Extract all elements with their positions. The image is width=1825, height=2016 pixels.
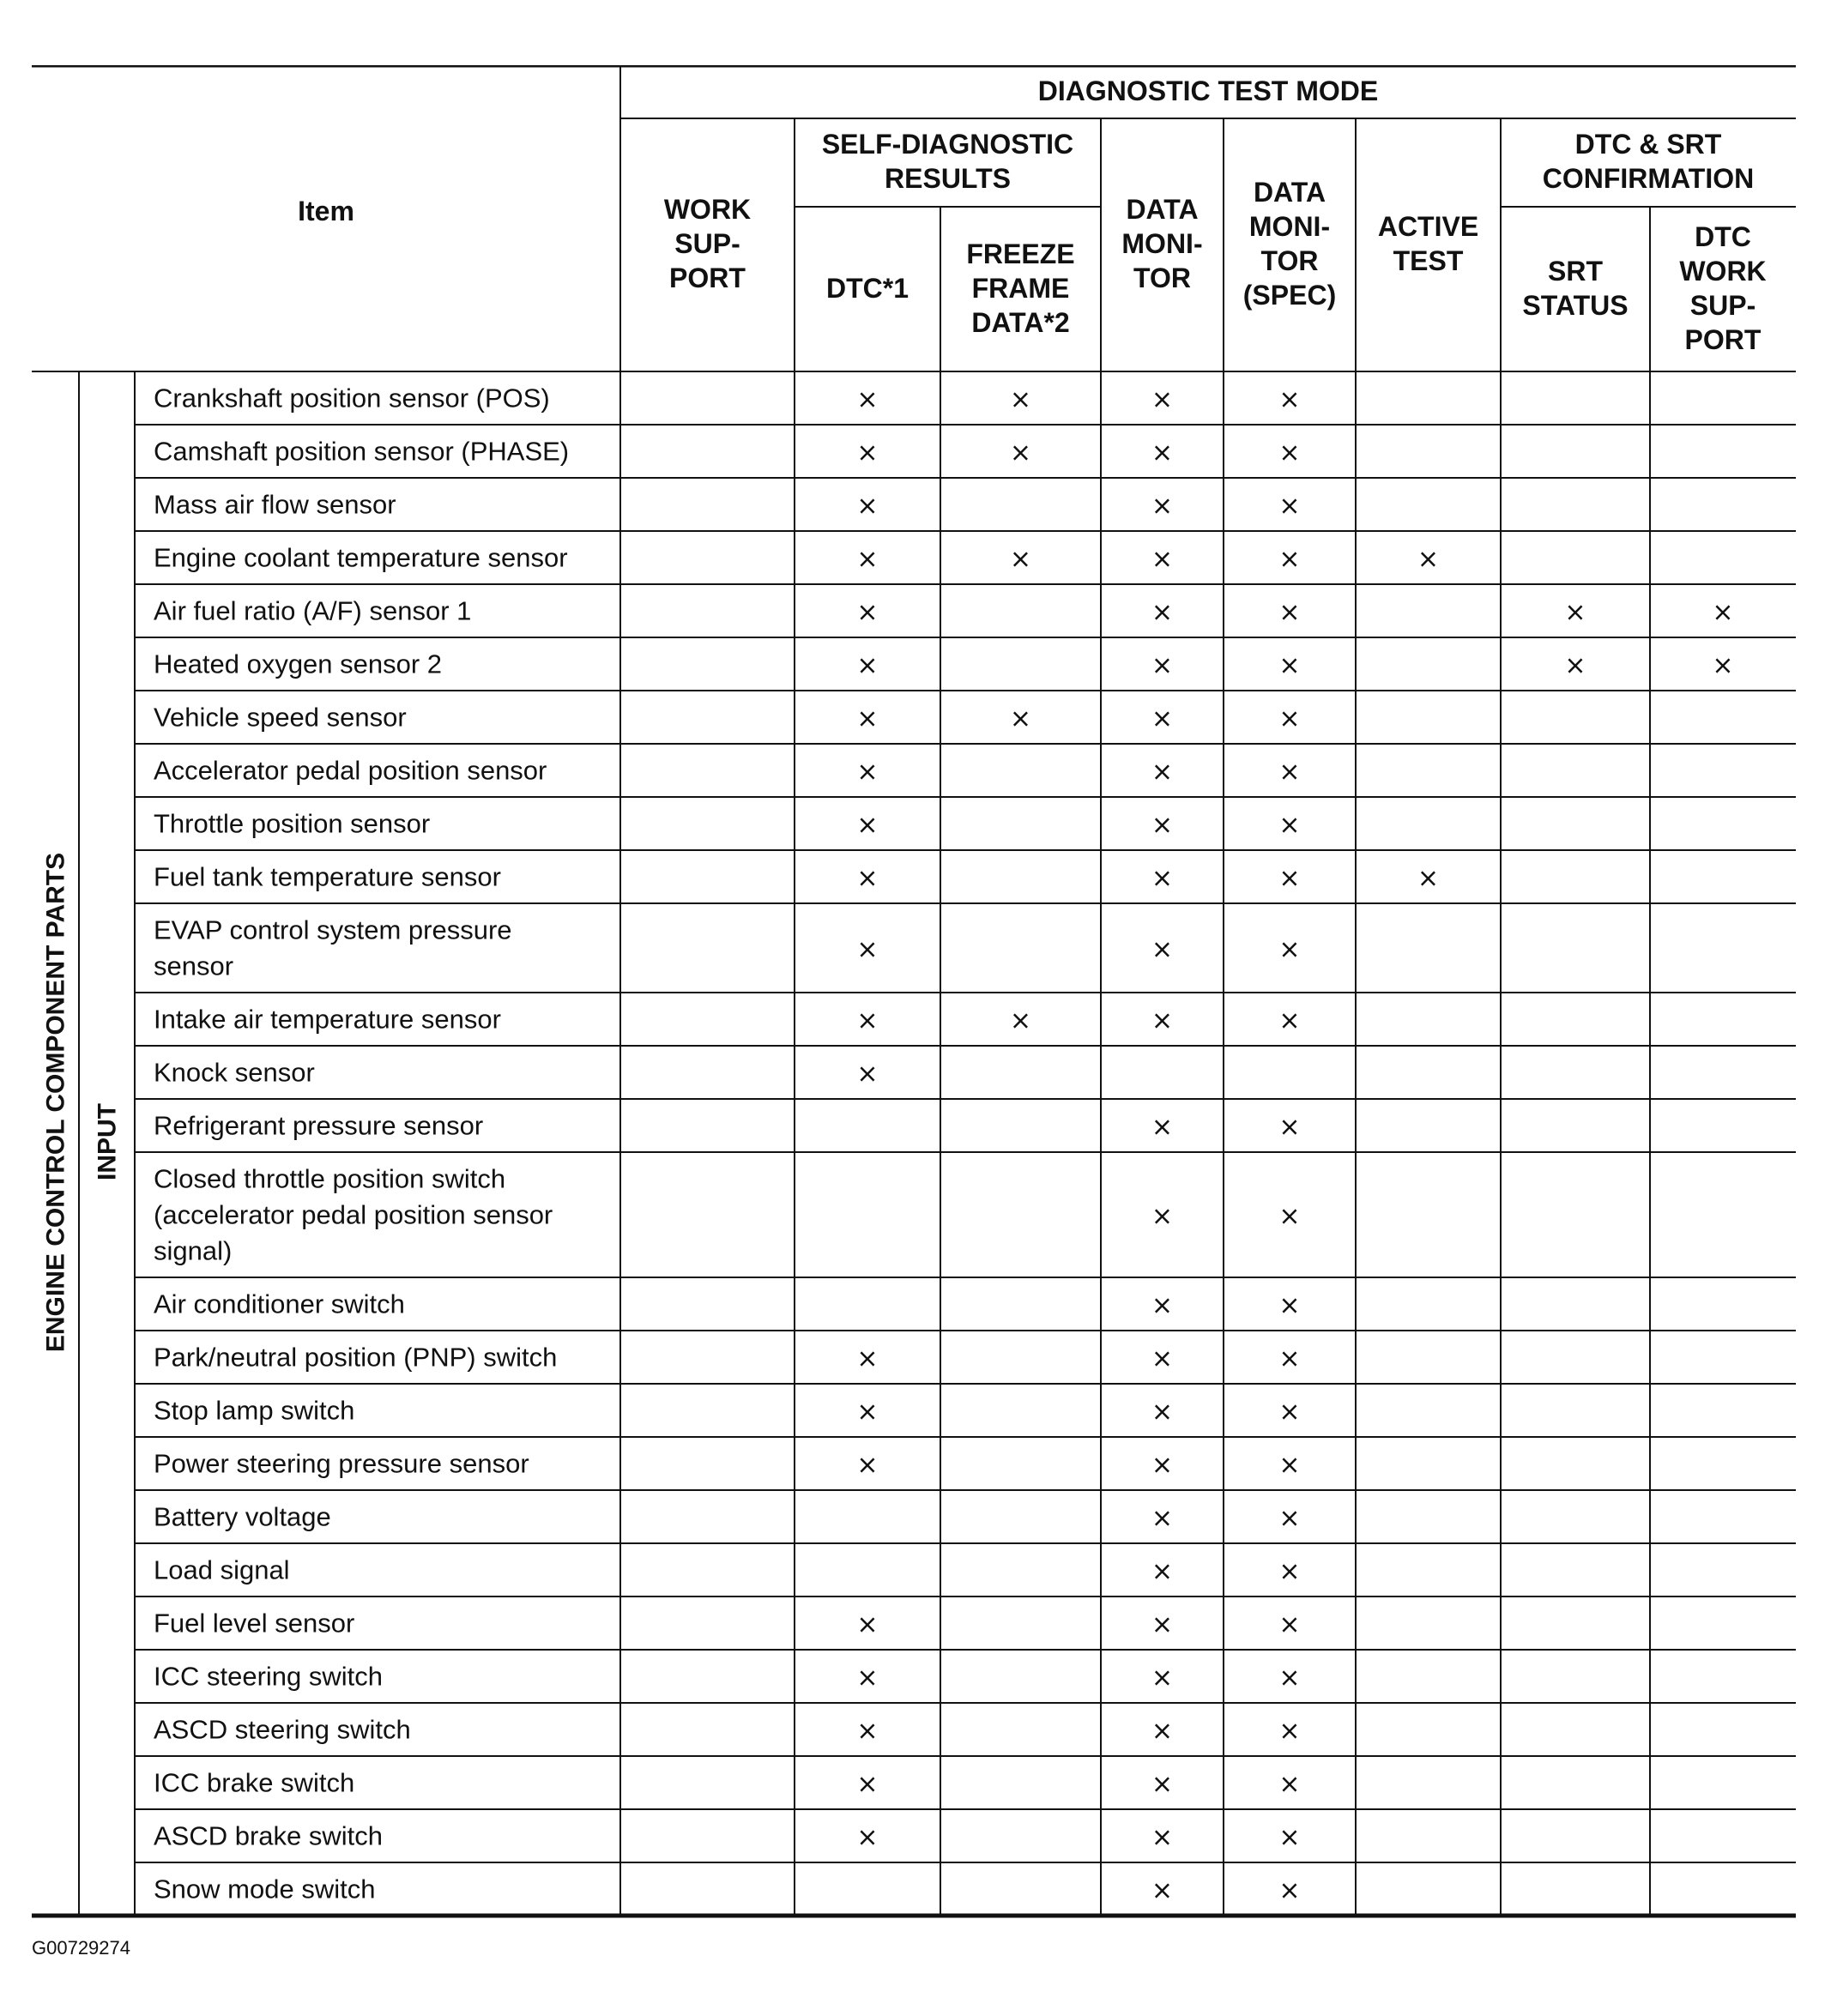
check-mark: × (1151, 438, 1174, 468)
check-mark: × (856, 438, 879, 468)
self-diag-header: RESULTS (885, 163, 1011, 194)
check-mark: × (1151, 597, 1174, 628)
dtc-srt-confirmation-header: CONFIRMATION (1542, 163, 1755, 194)
table-row-item: Air conditioner switch (154, 1289, 405, 1319)
active-test-header: ACTIVE (1377, 211, 1479, 242)
table-row-item: Closed throttle position switch (154, 1163, 506, 1194)
dtc-work-support-header: WORK (1679, 256, 1767, 287)
table-row-item: Intake air temperature sensor (154, 1004, 501, 1035)
mode-header: DIAGNOSTIC TEST MODE (1037, 75, 1379, 106)
check-mark: × (1151, 1112, 1174, 1143)
data-monitor-spec-header: (SPEC) (1242, 280, 1337, 311)
check-mark: × (1417, 863, 1440, 894)
check-mark: × (856, 1663, 879, 1693)
check-mark: × (856, 1450, 879, 1481)
check-mark: × (1151, 491, 1174, 522)
check-mark: × (1009, 438, 1032, 468)
table-row-item: Crankshaft position sensor (POS) (154, 383, 550, 413)
check-mark: × (1151, 650, 1174, 681)
dtc-work-support-header: DTC (1695, 221, 1751, 252)
freeze-frame-header: FRAME (971, 273, 1070, 304)
check-mark: × (1278, 757, 1301, 788)
dtc-srt-confirmation-header: DTC & SRT (1574, 129, 1722, 160)
check-mark: × (856, 650, 879, 681)
check-mark: × (1151, 1503, 1174, 1534)
check-mark: × (1564, 597, 1586, 628)
check-mark: × (856, 1716, 879, 1747)
check-mark: × (1278, 1112, 1301, 1143)
check-mark: × (1278, 1005, 1301, 1036)
srt-status-header: STATUS (1522, 290, 1629, 321)
table-row-item: ASCD brake switch (154, 1820, 384, 1851)
subgroup-label: INPUT (93, 1103, 122, 1180)
check-mark: × (1151, 384, 1174, 415)
check-mark: × (1278, 703, 1301, 734)
table-row-item: Knock sensor (154, 1057, 315, 1088)
check-mark: × (856, 703, 879, 734)
check-mark: × (1151, 863, 1174, 894)
table-row-item: Engine coolant temperature sensor (154, 542, 568, 573)
work-support-header: WORK (663, 194, 752, 225)
table-row-item: Snow mode switch (154, 1874, 376, 1904)
check-mark: × (1278, 491, 1301, 522)
check-mark: × (1151, 1556, 1174, 1587)
dtc-work-support-header: SUP- (1689, 290, 1756, 321)
check-mark: × (1278, 1769, 1301, 1800)
srt-status-header: SRT (1548, 256, 1603, 287)
check-mark: × (1278, 934, 1301, 965)
group-label: ENGINE CONTROL COMPONENT PARTS (41, 852, 70, 1353)
table-row-item: sensor (154, 951, 234, 981)
work-support-header: PORT (669, 263, 746, 293)
check-mark: × (856, 810, 879, 841)
check-mark: × (1564, 650, 1586, 681)
table-row-item: Battery voltage (154, 1501, 331, 1532)
check-mark: × (1278, 1663, 1301, 1693)
check-mark: × (1151, 1716, 1174, 1747)
data-monitor-header: TOR (1133, 263, 1191, 293)
table-row-item: Fuel level sensor (154, 1608, 355, 1639)
check-mark: × (856, 1822, 879, 1853)
check-mark: × (1151, 1663, 1174, 1693)
table-row-item: Stop lamp switch (154, 1395, 355, 1426)
dtc-header: DTC*1 (825, 273, 909, 304)
table-row-item: Fuel tank temperature sensor (154, 861, 501, 892)
table-row-item: Load signal (154, 1554, 290, 1585)
dtc-work-support-header: PORT (1684, 324, 1762, 355)
check-mark: × (856, 1343, 879, 1374)
check-mark: × (1151, 1769, 1174, 1800)
table-row-item: (accelerator pedal position sensor (154, 1199, 553, 1230)
table-row-item: Air fuel ratio (A/F) sensor 1 (154, 595, 472, 626)
check-mark: × (856, 1769, 879, 1800)
table-row-item: EVAP control system pressure (154, 914, 512, 945)
table-row-item: Refrigerant pressure sensor (154, 1110, 484, 1141)
table-row-item: Accelerator pedal position sensor (154, 755, 547, 786)
check-mark: × (1278, 1201, 1301, 1232)
check-mark: × (856, 863, 879, 894)
check-mark: × (1278, 1450, 1301, 1481)
check-mark: × (1278, 1609, 1301, 1640)
table-row-item: Heated oxygen sensor 2 (154, 649, 443, 679)
check-mark: × (1151, 1201, 1174, 1232)
check-mark: × (1278, 863, 1301, 894)
check-mark: × (1712, 597, 1734, 628)
check-mark: × (1151, 1609, 1174, 1640)
table-row-item: ASCD steering switch (154, 1714, 411, 1745)
check-mark: × (1278, 438, 1301, 468)
table-row-item: Camshaft position sensor (PHASE) (154, 436, 570, 467)
check-mark: × (1712, 650, 1734, 681)
data-monitor-header: MONI- (1121, 228, 1203, 259)
check-mark: × (1278, 650, 1301, 681)
check-mark: × (1151, 1343, 1174, 1374)
figure-id: G00729274 (32, 1937, 130, 1959)
table-row-item: signal) (154, 1235, 233, 1266)
check-mark: × (1151, 1822, 1174, 1853)
check-mark: × (1278, 1343, 1301, 1374)
check-mark: × (856, 1005, 879, 1036)
check-mark: × (1278, 1397, 1301, 1427)
active-test-header: TEST (1393, 245, 1464, 276)
check-mark: × (1151, 1397, 1174, 1427)
data-monitor-spec-header: DATA (1253, 177, 1326, 208)
check-mark: × (1278, 1290, 1301, 1321)
check-mark: × (1009, 1005, 1032, 1036)
check-mark: × (856, 1059, 879, 1089)
check-mark: × (856, 384, 879, 415)
table-row-item: Mass air flow sensor (154, 489, 396, 520)
check-mark: × (1151, 1290, 1174, 1321)
check-mark: × (1009, 544, 1032, 575)
check-mark: × (1151, 934, 1174, 965)
check-mark: × (1151, 810, 1174, 841)
work-support-header: SUP- (674, 228, 740, 259)
check-mark: × (856, 597, 879, 628)
data-monitor-spec-header: TOR (1260, 245, 1319, 276)
check-mark: × (1278, 544, 1301, 575)
check-mark: × (856, 491, 879, 522)
check-mark: × (1151, 1875, 1174, 1906)
table-row-item: ICC brake switch (154, 1767, 355, 1798)
check-mark: × (1009, 384, 1032, 415)
freeze-frame-header: FREEZE (966, 238, 1075, 269)
check-mark: × (1278, 1875, 1301, 1906)
check-mark: × (1009, 703, 1032, 734)
diagnostic-mode-table (32, 65, 1796, 1923)
check-mark: × (1278, 810, 1301, 841)
check-mark: × (1151, 1005, 1174, 1036)
data-monitor-header: DATA (1126, 194, 1199, 225)
data-monitor-spec-header: MONI- (1248, 211, 1331, 242)
check-mark: × (856, 1609, 879, 1640)
check-mark: × (1151, 757, 1174, 788)
check-mark: × (1278, 384, 1301, 415)
table-row-item: Vehicle speed sensor (154, 702, 407, 733)
check-mark: × (1151, 1450, 1174, 1481)
check-mark: × (1278, 1822, 1301, 1853)
check-mark: × (1278, 597, 1301, 628)
check-mark: × (856, 1397, 879, 1427)
self-diag-header: SELF-DIAGNOSTIC (821, 129, 1074, 160)
table-row-item: Power steering pressure sensor (154, 1448, 529, 1479)
check-mark: × (1278, 1716, 1301, 1747)
table-row-item: Throttle position sensor (154, 808, 431, 839)
check-mark: × (1417, 544, 1440, 575)
table-row-item: ICC steering switch (154, 1661, 384, 1692)
check-mark: × (856, 544, 879, 575)
item-header: Item (298, 196, 354, 226)
check-mark: × (1278, 1556, 1301, 1587)
check-mark: × (1278, 1503, 1301, 1534)
freeze-frame-header: DATA*2 (971, 307, 1070, 338)
check-mark: × (856, 757, 879, 788)
table-row-item: Park/neutral position (PNP) switch (154, 1342, 558, 1373)
check-mark: × (1151, 544, 1174, 575)
check-mark: × (1151, 703, 1174, 734)
check-mark: × (856, 934, 879, 965)
